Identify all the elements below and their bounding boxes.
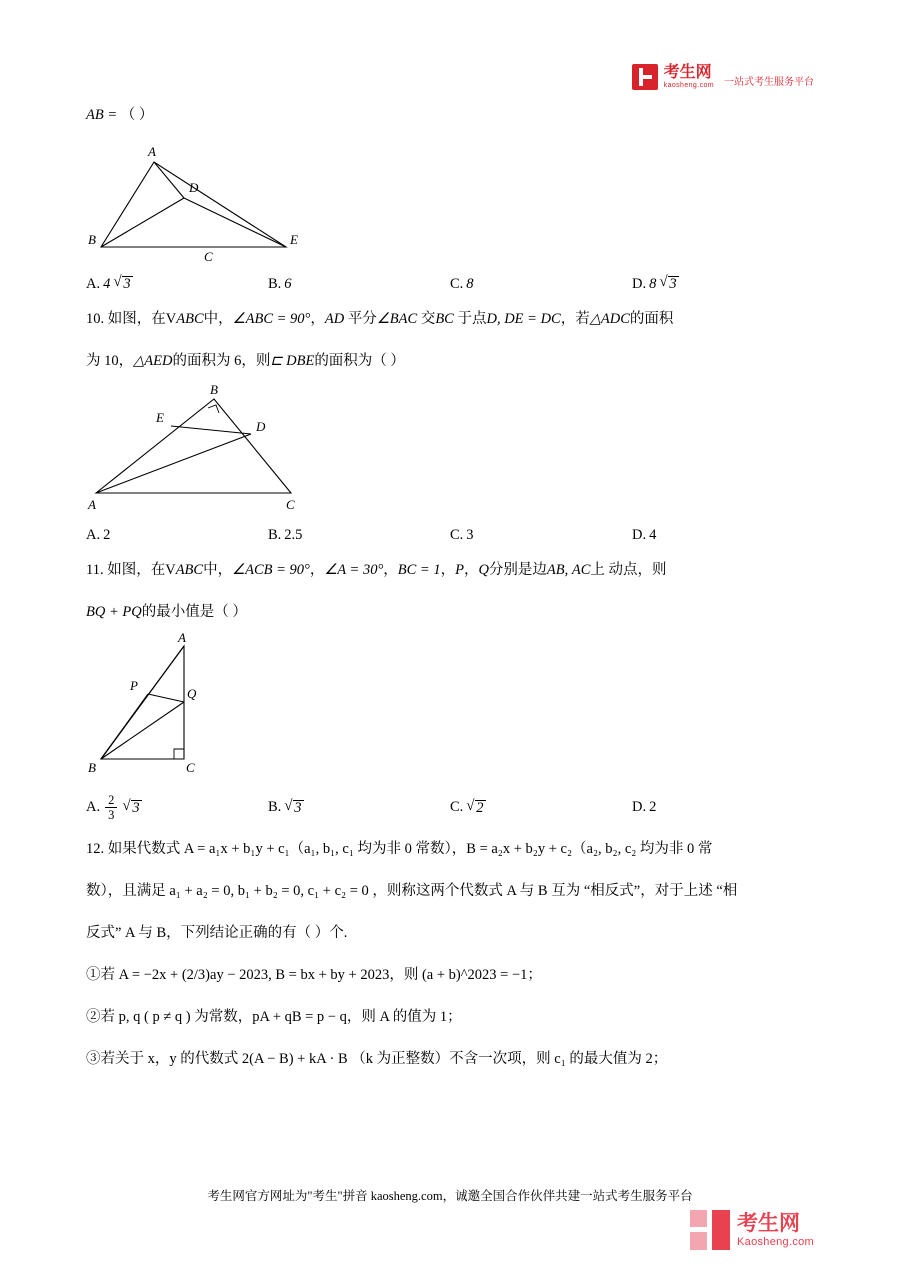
q11-figure [86,632,814,787]
q10-text-ad: AD [324,311,345,327]
q10-line2-dbe: ⊏ DBE [270,353,315,369]
q10-line2-3: 的面积为（ ） [314,353,405,369]
q11-option-a-radical: √ 3 [122,799,141,817]
kaosheng-footer-logo-icon [690,1210,730,1250]
header-slogan: 一站式考生服务平台 [724,77,814,88]
q11-option-a[interactable] [86,793,268,823]
q10-label-D: D [256,419,266,434]
q9-figure-svg [86,134,366,264]
q10-text-2: 中， [203,311,233,327]
q10-text-8: 的面积 [629,311,674,327]
q12-stem-line1 [86,833,814,865]
q11-text-a30: ∠A = 30° [324,562,384,578]
q11-text-p: P [455,562,464,578]
q11-option-d-label: D. [632,799,647,816]
footer-logo-text [737,1212,814,1247]
q9-stem-paren: （ ） [120,107,154,123]
q12-item2-text: ②若 p, q ( p ≠ q ) 为常数，pA + qB = p − q，则 A 的值为 1； [86,1008,462,1025]
q11-option-c[interactable] [450,793,632,823]
document-content [86,100,814,1079]
q11-stem-line2 [86,596,814,628]
q11-label-P: P [130,678,138,693]
q9-option-a[interactable] [86,275,268,293]
q10-option-a-label: A. [86,527,101,543]
q11-option-b[interactable] [268,793,450,823]
q11-option-b-label: B. [268,799,282,816]
q11-text-3: ， [309,562,325,578]
q10-text-7: ，若 [560,311,590,327]
q10-stem-line2 [86,345,814,377]
q11-label-B: B [88,760,96,775]
q11-option-c-label: C. [450,799,464,816]
q11-label-A: A [178,632,186,645]
q10-option-b[interactable] [268,527,450,544]
q11-text-ab: AB, [546,562,569,578]
q10-text-angle: ∠ABC = 90° [232,311,311,327]
q10-option-b-label: B. [268,527,282,543]
q10-text-4: 平分 [347,311,377,327]
q10-text-1: 如图，在 [107,311,166,327]
q10-line2-1: 为 10， [86,353,134,369]
q11-text-q: Q [478,562,489,578]
q11-text-2: 中， [203,562,233,578]
q9-option-a-label: A. [86,275,101,292]
footer-logo-cn: 考生网 [737,1212,801,1236]
q10-text-3: ， [310,311,325,327]
q11-text-5: ， [440,562,456,578]
q11-text-ac: AC [571,562,591,578]
footer-logo [690,1210,814,1250]
q11-number: 11. [86,562,104,578]
q10-text-d: D, DE = DC [486,311,561,327]
q12-stem-line3 [86,917,814,949]
q9-option-b[interactable] [268,275,450,293]
q9-options [86,275,814,293]
q12-stem-line2 [86,875,814,907]
q10-option-d-value: 4 [649,527,657,543]
q10-option-c-label: C. [450,527,464,543]
q10-option-c[interactable] [450,527,632,544]
q12-line2: 数），且满足 a₁ + a₂ = 0, b₁ + b₂ = 0, c₁ + c₂ = 0 ，则称这两个代数式 A 与 B 互为 “相反式”，对于上述 “相 [86,882,738,899]
q10-text-abc: ABC [176,311,204,327]
q9-option-d[interactable] [632,275,814,293]
q11-text-7: 分别是边 [488,562,547,578]
q10-option-a[interactable] [86,527,268,544]
q10-text-bc: BC [435,311,454,327]
q10-label-C: C [286,497,295,512]
q9-figure [86,134,814,269]
q9-stem [86,100,814,130]
q11-text-4: ， [383,562,398,578]
q10-option-a-value: 2 [103,527,111,543]
q10-figure-svg [86,381,386,516]
q10-option-d[interactable] [632,527,814,544]
q11-option-a-label: A. [86,799,101,816]
q11-line2-2: 的最小值是（ ） [141,604,247,620]
header-logo-text [664,65,714,89]
q9-option-b-label: B. [268,275,282,292]
kaosheng-logo-icon [632,64,658,90]
q10-option-b-value: 2.5 [284,527,303,543]
q9-label-E: E [290,232,298,247]
header-logo [632,64,814,90]
q11-line2-1: BQ + PQ [86,604,142,620]
q9-option-a-value: 4 [103,275,111,292]
q10-label-B: B [210,382,218,397]
q11-text-acb: ∠ACB = 90° [232,562,310,578]
q10-text-adc: △ADC [589,311,630,327]
q10-text-6: 于点 [457,311,487,327]
q11-figure-svg [86,632,316,782]
q11-options [86,793,814,823]
q11-text-6: ， [463,562,479,578]
q10-line2-aed: △AED [133,353,173,369]
q10-line2-2: 的面积为 6，则 [172,353,271,369]
q12-line1: 如果代数式 A = a₁x + b₁y + c₁（a₁, b₁, c₁ 均为非 0 常数），B = a₂x + b₂y + c₂（a₂, b₂, c₂ 均为非 0 常 [107,840,713,857]
q9-option-d-value: 8 [649,275,657,292]
q11-option-b-radical: √ 3 [284,799,303,817]
q11-label-Q: Q [187,686,197,701]
q11-stem-line1 [86,554,814,586]
footer-note: 考生网官方网址为"考生"拼音 kaosheng.com，诚邀全国合作伙伴共建一站式考生服务平台 [207,1189,693,1203]
q10-option-c-value: 3 [466,527,474,543]
q12-item1-text: ①若 A = −2x + (2/3)ay − 2023, B = bx + by + 2023，则 (a + b)^2023 = −1； [86,966,542,983]
header-logo-en: kaosheng.com [663,81,714,89]
q9-option-d-label: D. [632,275,647,292]
q9-label-A: A [148,144,156,159]
q9-option-c-value: 8 [466,275,474,292]
q9-label-B: B [88,232,96,247]
q9-option-a-radical: √ 3 [113,275,132,293]
q10-label-A: A [88,497,96,512]
q11-text-8: 上 动点，则 [590,562,667,578]
q9-label-C: C [204,249,213,264]
header-logo-cn: 考生网 [663,63,712,81]
q11-text-bc: BC = 1 [397,562,441,578]
q12-item-1 [86,959,814,991]
q10-figure [86,381,814,521]
q10-label-E: E [156,410,164,425]
q12-line3: 反式” A 与 B，下列结论正确的有（ ）个. [86,924,348,941]
q9-option-c-label: C. [450,275,464,292]
q12-number: 12. [86,840,105,857]
q10-number: 10. [86,311,105,327]
q11-option-c-radical: √ 2 [466,799,485,817]
q9-option-b-value: 6 [284,275,292,292]
q9-option-c[interactable] [450,275,632,293]
q11-label-C: C [186,760,195,775]
footer-logo-en: Kaosheng.com [737,1235,814,1248]
q9-stem-prefix: AB = [86,107,118,123]
q11-option-d-value: 2 [649,799,657,816]
q12-item-3 [86,1043,814,1075]
q9-option-d-radical: √ 3 [659,275,678,293]
q11-text-1: 如图，在 [107,562,166,578]
q10-text-tri: V [165,311,177,327]
q10-text-5: 交 [420,311,436,327]
q12-item-2 [86,1001,814,1033]
q10-options [86,527,814,544]
q11-option-a-fraction: $\frac{2}{3}$ [105,793,117,823]
q11-text-tri: V [165,562,176,578]
q9-label-D: D [189,180,199,195]
q10-stem-line1 [86,303,814,335]
q10-option-d-label: D. [632,527,647,543]
q12-item3-text: ③若关于 x，y 的代数式 2(A − B) + kA · B （k 为正整数）不含一次项，则 c₁ 的最大值为 2； [86,1050,668,1067]
q11-option-d[interactable] [632,793,814,823]
q11-text-abc: ABC [175,562,204,578]
q10-text-bac: ∠BAC [376,311,418,327]
